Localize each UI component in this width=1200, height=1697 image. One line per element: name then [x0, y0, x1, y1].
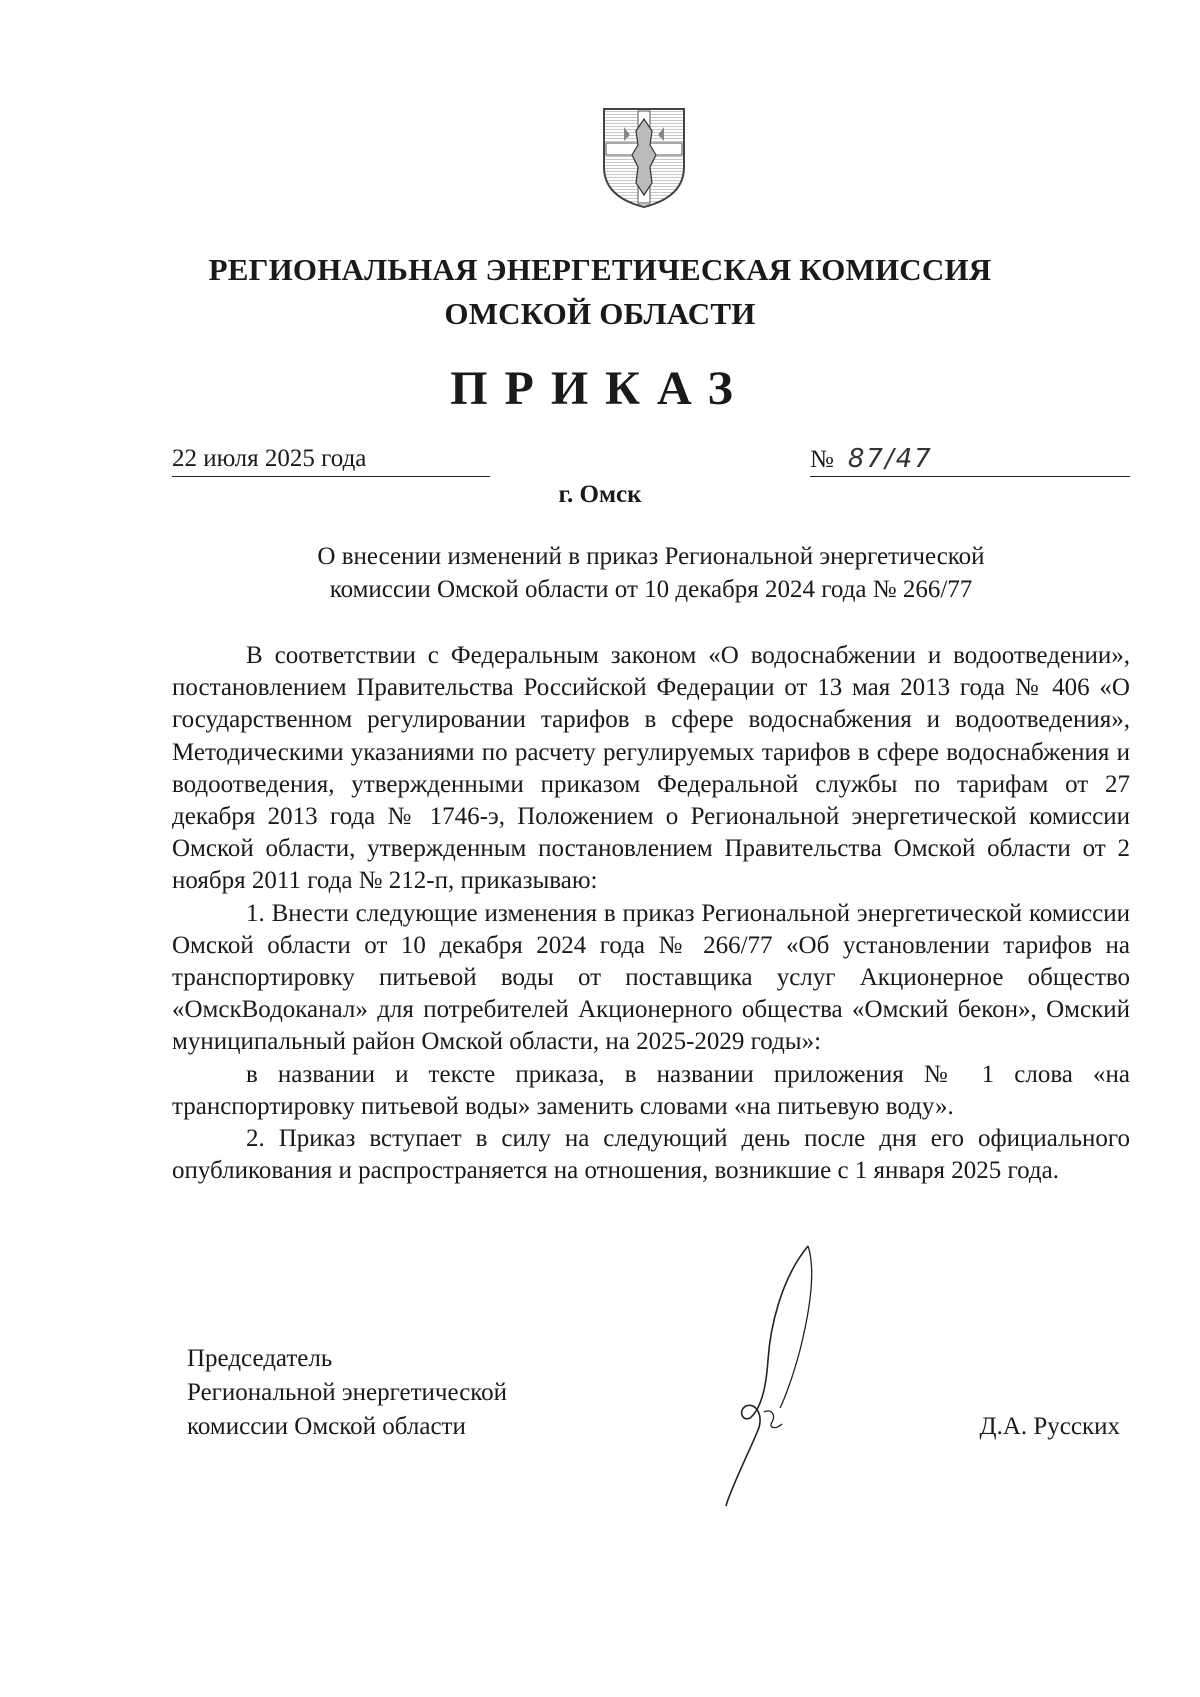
document-subject [172, 540, 1130, 606]
body-paragraph: в названии и тексте приказа, в названии приложения № 1 слова «на транспортировку питьевой воды» заменить словами «на питьевую воду». [172, 1060, 1130, 1120]
number-label: № [810, 446, 834, 473]
position-line: комиссии Омской области [187, 1413, 466, 1440]
signatory-name: Д.А. Русских [979, 1413, 1120, 1440]
body-paragraph: 1. Внести следующие изменения в приказ Региональной энергетической комиссии Омской области от 10 декабря 2024 года № 266/77 «Об установлении тарифов на транспортировку питьевой воды от поставщика услуг Акционерное общество «ОмскВодоканал» для потребителей Акционерного общества «Омский бекон», Омский муниципальный район Омской области, на 2025-2029 годы»: [172, 899, 1130, 1056]
omsk-coat-of-arms-icon [600, 105, 688, 210]
signatory-position [187, 1342, 507, 1444]
document-city: г. Омск [558, 481, 642, 508]
document-type: ПРИКАЗ [450, 362, 750, 415]
handwritten-signature [720, 1240, 860, 1510]
body-paragraph: 2. Приказ вступает в силу на следующий день после дня его официального опубликования и распространяется на отношения, возникшие с 1 января 2025 года. [172, 1125, 1130, 1185]
document-date: 22 июля 2025 года [172, 444, 490, 477]
document-number-field [810, 444, 1130, 477]
position-line: Председатель [187, 1345, 333, 1372]
document-number: 87/47 [847, 444, 933, 474]
subject-line: О внесении изменений в приказ Региональной энергетической [317, 543, 985, 570]
org-name-line1: РЕГИОНАЛЬНАЯ ЭНЕРГЕТИЧЕСКАЯ КОМИССИЯ [208, 252, 992, 287]
org-name-line2: ОМСКОЙ ОБЛАСТИ [444, 296, 756, 331]
body-paragraph: В соответствии с Федеральным законом «О водоснабжении и водоотведении», постановлением Правительства Российской Федерации от 13 мая 2013 года № 406 «О государственном регулировании тарифов в сфере водоснабжения и водоотведения», Методическими указаниями по расчету регулируемых тарифов в сфере водоснабжения и водоотведения, утвержденными приказом Федеральной службы по тарифам от 27 декабря 2013 года № 1746-э, Положением о Региональной энергетической комиссии Омской области, утвержденным постановлением Правительства Омской области от 2 ноября 2011 года № 212-п, приказываю: [172, 642, 1130, 895]
position-line: Региональной энергетической [187, 1379, 508, 1406]
document-body [172, 640, 1130, 1187]
subject-line: комиссии Омской области от 10 декабря 2024 года № 266/77 [329, 576, 973, 603]
